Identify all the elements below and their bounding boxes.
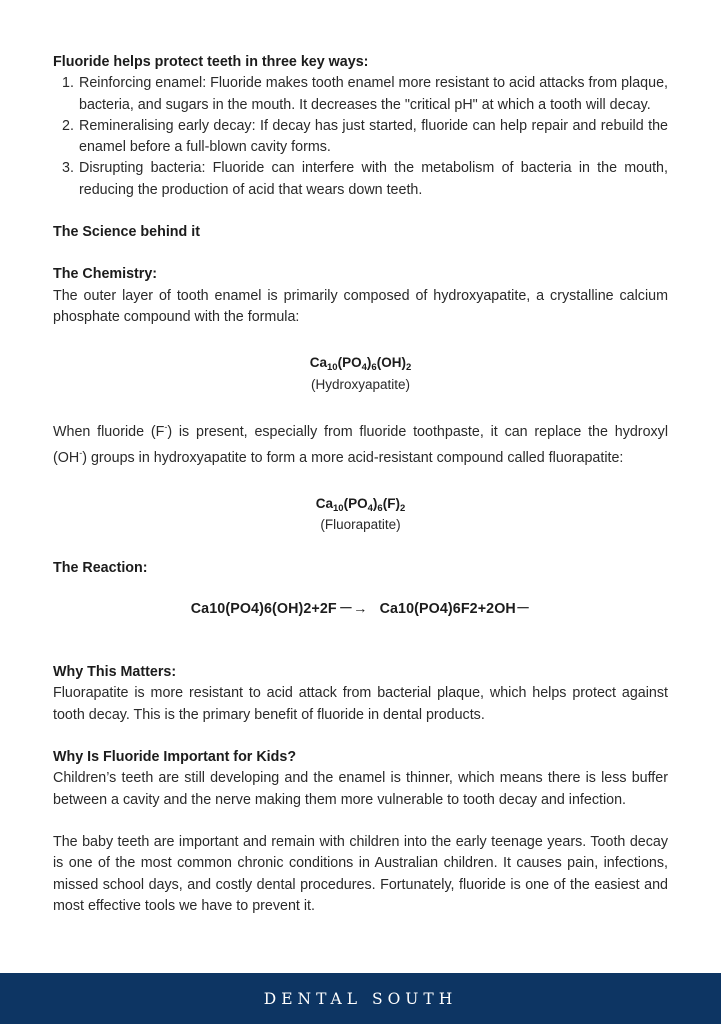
kids-heading: Why Is Fluoride Important for Kids? — [53, 749, 297, 766]
document-body — [53, 52, 668, 917]
kids-text-2: The baby teeth are important and remain with children into the early teenage years. Tooth decay is one of the most common chronic conditions in Australian children. It causes pain, infections, missed school days, and costly dental procedures. Fortunately, fluoride is one of the easiest and most effective tools we have to prevent it. — [53, 833, 668, 914]
reaction-heading: The Reaction: — [53, 559, 148, 576]
matters-text: Fluorapatite is more resistant to acid attack from bacterial plaque, which helps protect against tooth decay. This is the primary benefit of fluoride in dental products. — [53, 685, 668, 723]
intro-heading: Fluoride helps protect teeth in three key ways: — [53, 54, 369, 70]
list-number: 3. — [62, 160, 74, 177]
footer-banner — [0, 973, 721, 1024]
fluorapatite-formula: $Ca_{10}(PO_4)_6(F)_2$ — [315, 495, 406, 514]
chemistry-text-2: When fluoride (F-) is present, especially from fluoride toothpaste, it can replace the hydroxyl (OH-) groups in hydroxyapatite to form a more acid-resistant compound called fluorapatite: — [53, 421, 668, 466]
fluorapatite-caption: (Fluorapatite) — [320, 517, 401, 533]
reaction-arrow: －→ — [338, 600, 368, 617]
list-item-text: Remineralising early decay: If decay has just started, fluoride can help repair and rebuild the enamel before a full-blown cavity forms. — [79, 117, 668, 156]
science-heading: The Science behind it — [53, 224, 200, 241]
reaction-equation — [53, 599, 668, 620]
list-number: 2. — [62, 117, 74, 134]
chemistry-text: The outer layer of tooth enamel is primarily composed of hydroxyapatite, a crystalline calcium phosphate compound with the formula: — [53, 287, 668, 325]
matters-heading: Why This Matters: — [53, 664, 177, 681]
list-item — [53, 158, 668, 201]
list-item-text: Reinforcing enamel: Fluoride makes tooth enamel more resistant to acid attacks from plaque, bacteria, and sugars in the mouth. It decreases the "critical pH" at which a tooth will decay. — [79, 75, 668, 113]
list-number: 1. — [62, 75, 74, 92]
list-item-text: Disrupting bacteria: Fluoride can interfere with the metabolism of bacteria in the mouth, reducing the production of acid that wears down teeth. — [79, 160, 668, 198]
hydroxyapatite-formula: $Ca_{10}(PO_4)_6(OH)_2$ — [309, 355, 412, 374]
reaction-right: Ca10(PO4)6F2+2OH－ — [379, 600, 531, 617]
list-item — [53, 73, 668, 116]
reaction-left: Ca10(PO4)6(OH)2+2F — [190, 600, 337, 617]
kids-text-1: Children’s teeth are still developing and the enamel is thinner, which means there is less buffer between a cavity and the nerve making them more vulnerable to tooth decay and infection. — [53, 770, 668, 808]
hydroxyapatite-caption: (Hydroxyapatite) — [310, 376, 411, 392]
list-item — [53, 116, 668, 159]
chemistry-heading: The Chemistry: — [53, 266, 158, 283]
footer-brand: DENTAL SOUTH — [263, 989, 458, 1008]
benefits-list — [53, 73, 668, 201]
